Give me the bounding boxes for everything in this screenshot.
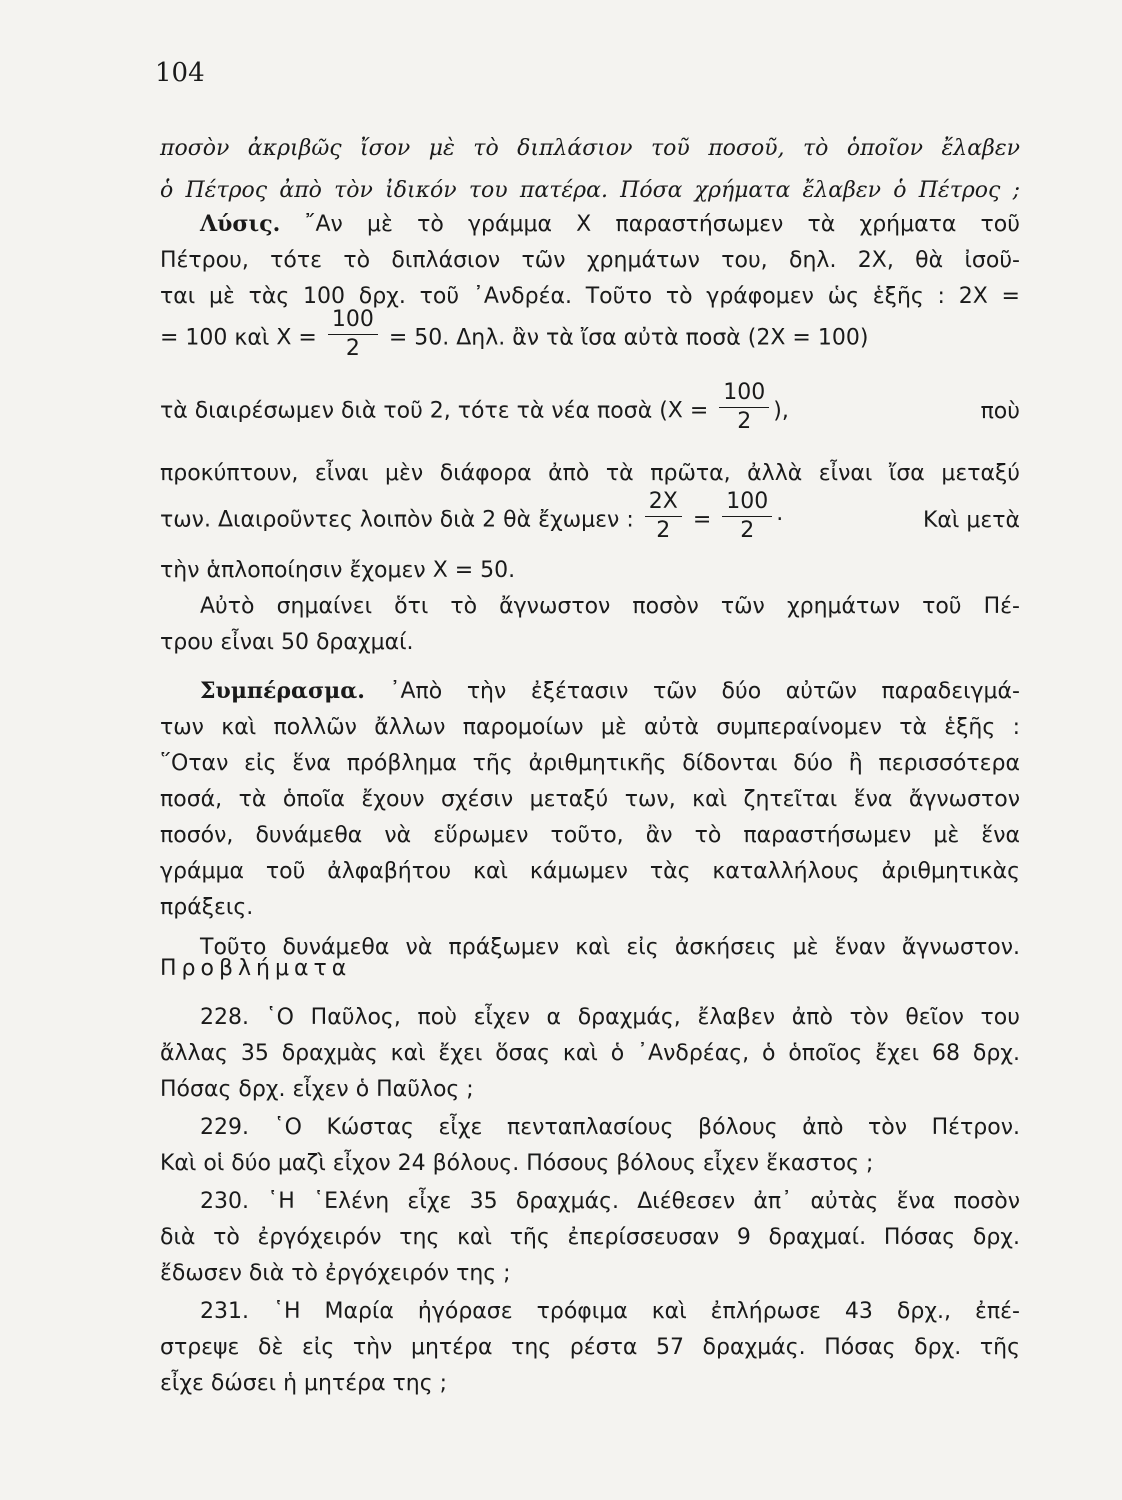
problems-heading: Προβλήματα: [160, 956, 352, 981]
problem-line: στρεψε δὲ εἰς τὴν μητέρα της ρέστα 57 δραχμάς. Πόσας δρχ. τῆς: [160, 1335, 1020, 1360]
conclusion-section: [160, 673, 1020, 966]
fraction: $\frac{100}{2}$: [719, 379, 769, 436]
problem-line: 231. ῾Η Μαρία ἠγόρασε τρόφιμα καὶ ἐπλήρωσε 43 δρχ., ἐπέ-: [200, 1299, 1020, 1324]
problem-line: διὰ τὸ ἐργόχειρόν της καὶ τῆς ἐπερίσσευσαν 9 δραχμαί. Πόσας δρχ.: [160, 1225, 1020, 1250]
problem-item: [160, 1110, 1020, 1182]
equation-line: τὰ διαιρέσωμεν διὰ τοῦ 2, τότε τὰ νέα ποσὰ (Χ = $\frac{100}{2}$ ), ποὺ: [160, 380, 1020, 434]
intro-paragraph: [160, 128, 1020, 212]
solution-line: τρου εἶναι 50 δραχμαί.: [160, 630, 414, 655]
fraction: $\frac{2X}{2}$: [645, 488, 682, 545]
equation-line: των. Διαιροῦντες λοιπὸν διὰ 2 θὰ ἔχωμεν : $\frac{2X}{2}$ = $\frac{100}{2}$ · Καὶ μετὰ: [160, 489, 1020, 543]
problem-line: 228. ῾Ο Παῦλος, ποὺ εἶχεν α δραχμάς, ἔλαβεν ἀπὸ τὸν θεῖον του: [200, 1005, 1020, 1030]
conclusion-line: πράξεις.: [160, 895, 254, 920]
solution-label: Λύσις.: [200, 211, 281, 237]
problem-item: [160, 1294, 1020, 1402]
intro-line: ποσὸν ἀκριβῶς ἴσον μὲ τὸ διπλάσιον τοῦ ποσοῦ, τὸ ὁποῖον ἔλαβεν: [160, 136, 1020, 161]
conclusion-line: των καὶ πολλῶν ἄλλων παρομοίων μὲ αὐτὰ συμπεραίνομεν τὰ ἑξῆς :: [160, 715, 1020, 740]
problem-line: ἔδωσεν διὰ τὸ ἐργόχειρόν της ;: [160, 1261, 511, 1286]
conclusion-line: Συμπέρασμα. ᾿Απὸ τὴν ἐξέτασιν τῶν δύο αὐτῶν παραδειγμά-: [200, 678, 1020, 704]
conclusion-line: ῞Οταν εἰς ἕνα πρόβλημα τῆς ἀριθμητικῆς δίδονται δύο ἢ περισσότερα: [160, 751, 1020, 776]
solution-line: Αὐτὸ σημαίνει ὅτι τὸ ἄγνωστον ποσὸν τῶν χρημάτων τοῦ Πέ-: [200, 594, 1020, 619]
conclusion-line: ποσόν, δυνάμεθα νὰ εὕρωμεν τοῦτο, ἂν τὸ παραστήσωμεν μὲ ἕνα: [160, 823, 1020, 848]
conclusion-label: Συμπέρασμα.: [200, 678, 365, 704]
problem-line: Καὶ οἱ δύο μαζὶ εἶχον 24 βόλους. Πόσους βόλους εἶχεν ἕκαστος ;: [160, 1151, 874, 1176]
solution-line: τὴν ἁπλοποίησιν ἔχομεν Χ = 50.: [160, 558, 516, 583]
problem-line: εἶχε δώσει ἡ μητέρα της ;: [160, 1371, 448, 1396]
equation-line: = 100 καὶ Χ = $\frac{100}{2}$ = 50. Δηλ. ἂν τὰ ἴσα αὐτὰ ποσὰ (2Χ = 100): [160, 307, 869, 361]
problem-line: 229. ῾Ο Κώστας εἶχε πενταπλασίους βόλους ἀπὸ τὸν Πέτρον.: [200, 1115, 1020, 1140]
solution-tail: [160, 553, 1020, 661]
intro-line: ὁ Πέτρος ἀπὸ τὸν ἰδικόν του πατέρα. Πόσα χρήματα ἔλαβεν ὁ Πέτρος ;: [160, 178, 1020, 203]
conclusion-line: Τοῦτο δυνάμεθα νὰ πράξωμεν καὶ εἰς ἀσκήσεις μὲ ἕναν ἄγνωστον.: [200, 935, 1020, 960]
conclusion-line: ποσά, τὰ ὁποῖα ἔχουν σχέσιν μεταξύ των, καὶ ζητεῖται ἕνα ἄγνωστον: [160, 787, 1020, 812]
solution-line: Λύσις. ῎Αν μὲ τὸ γράμμα Χ παραστήσωμεν τὰ χρήματα τοῦ: [200, 211, 1020, 237]
solution-line: προκύπτουν, εἶναι μὲν διάφορα ἀπὸ τὰ πρῶτα, ἀλλὰ εἶναι ἴσα μεταξύ: [160, 461, 1020, 486]
problems-list: [160, 1000, 1020, 1402]
fraction: $\frac{100}{2}$: [722, 488, 772, 545]
page-number: 104: [155, 58, 205, 88]
problem-line: ἄλλας 35 δραχμὰς καὶ ἔχει ὅσας καὶ ὁ ᾿Ανδρέας, ὁ ὁποῖος ἔχει 68 δρχ.: [160, 1041, 1020, 1066]
solution-line: ται μὲ τὰς 100 δρχ. τοῦ ᾿Ανδρέα. Τοῦτο τὸ γράφομεν ὡς ἑξῆς : 2Χ =: [160, 284, 1020, 309]
solution-line: Πέτρου, τότε τὸ διπλάσιον τῶν χρημάτων του, δηλ. 2Χ, θὰ ἰσοῦ-: [160, 248, 1020, 273]
problem-line: 230. ῾Η ῾Ελένη εἶχε 35 δραχμάς. Διέθεσεν ἀπ᾿ αὐτὰς ἕνα ποσὸν: [200, 1189, 1020, 1214]
conclusion-line: γράμμα τοῦ ἀλφαβήτου καὶ κάμωμεν τὰς καταλλήλους ἀριθμητικὰς: [160, 859, 1020, 884]
fraction: $\frac{100}{2}$: [328, 306, 378, 363]
solution-section: [160, 206, 1020, 315]
problem-line: Πόσας δρχ. εἶχεν ὁ Παῦλος ;: [160, 1077, 474, 1102]
problem-item: [160, 1000, 1020, 1108]
problem-item: [160, 1184, 1020, 1292]
